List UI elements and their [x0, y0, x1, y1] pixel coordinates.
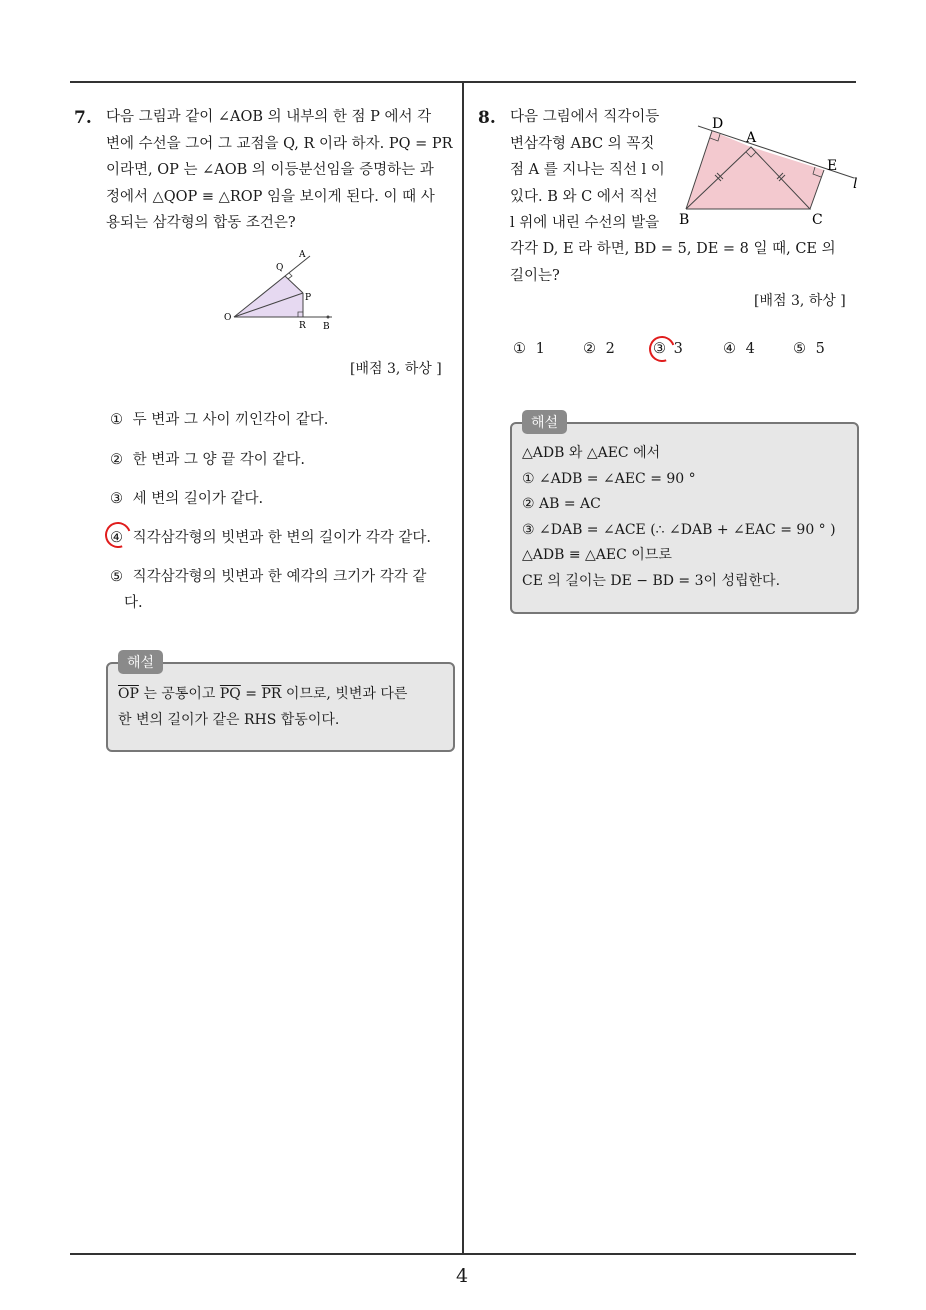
q8-option-1[interactable]: [513, 341, 545, 357]
q7-option-2[interactable]: [110, 448, 305, 469]
question-8-text: [510, 104, 670, 237]
q8-option-4[interactable]: [723, 341, 755, 357]
q8-solution-line-2: ① ∠ADB = ∠AEC = 90 °: [522, 470, 696, 487]
q7-option-2-text: 한 변과 그 양 끝 각이 같다.: [132, 452, 305, 468]
q7-solution-line-2: 한 변의 길이가 같은 RHS 합동이다.: [118, 711, 340, 728]
q7-right-angle-q: [288, 273, 292, 279]
q7-option-1[interactable]: [110, 408, 328, 429]
q8-label-l: l: [853, 176, 858, 192]
q7-solution-tag: 해설: [118, 650, 163, 674]
q7-line-5: 용되는 삼각형의 합동 조건은?: [106, 215, 296, 231]
bottom-rule: [70, 1253, 856, 1255]
q8-line-1: 다음 그림에서 직각이등: [510, 109, 660, 125]
q8-option-2[interactable]: [583, 341, 615, 357]
q7-label-b: B: [323, 322, 330, 332]
q8-label-a: A: [746, 130, 757, 146]
q7-solution-line-1: $\overline{OP}$ 는 공통이고 $\overline{PQ} = \overline{PR}$ 이므로, 빗변과 다른: [118, 686, 408, 702]
q8-score: [배점 3, 하상 ]: [754, 293, 846, 309]
q8-solution-text: [522, 441, 836, 594]
q7-label-a: A: [299, 250, 306, 260]
q8-line-6: 각각 D, E 라 하면, BD = 5, DE = 8 일 때, CE 의: [510, 241, 836, 257]
q7-option-3[interactable]: [110, 487, 263, 508]
q8-line-5: l 위에 내린 수선의 발을: [510, 215, 660, 231]
q8-line-2: 변삼각형 ABC 의 꼭짓: [510, 135, 655, 152]
question-7-text: [106, 104, 456, 237]
q8-line-7: 길이는?: [510, 267, 560, 284]
q7-line-3: 이라면, OP 는 ∠AOB 의 이등분선임을 증명하는 과: [106, 162, 434, 178]
q7-option-4-text: 직각삼각형의 빗변과 한 변의 길이가 각각 같다.: [132, 530, 432, 546]
q8-option-5-text: 5: [815, 341, 825, 357]
q7-option-5-text: 직각삼각형의 빗변과 한 예각의 크기가 각각 같: [132, 569, 427, 585]
q7-label-q: Q: [276, 263, 284, 273]
q8-option-1-text: 1: [535, 341, 545, 357]
q8-option-2-text: 2: [605, 341, 615, 357]
q8-option-5[interactable]: [793, 341, 825, 357]
q7-label-p: P: [305, 293, 312, 303]
q8-option-2-number: ②: [583, 341, 596, 357]
q7-option-2-number: ②: [110, 452, 123, 468]
q7-point-b: [327, 316, 330, 319]
q8-label-e: E: [827, 158, 838, 174]
q7-option-4[interactable]: [110, 526, 431, 547]
q8-option-3-text: 3: [673, 341, 683, 357]
page-number: 4: [456, 1265, 469, 1287]
q7-option-5-number: ⑤: [110, 569, 123, 585]
q7-figure: [220, 242, 345, 334]
q8-solution-line-3: ② AB = AC: [522, 496, 601, 512]
q8-figure: [676, 112, 866, 230]
q8-option-4-text: 4: [745, 341, 755, 357]
q8-option-5-number: ⑤: [793, 341, 806, 357]
q8-solution-line-1: △ADB 와 △AEC 에서: [522, 445, 661, 461]
q7-line-4: 정에서 △QOP ≡ △ROP 임을 보이게 된다. 이 때 사: [106, 188, 435, 205]
q7-solution-text: [118, 682, 407, 733]
q8-option-1-number: ①: [513, 341, 526, 357]
q7-option-1-number: ①: [110, 412, 123, 428]
q7-line-1: 다음 그림과 같이 ∠AOB 의 내부의 한 점 P 에서 각: [106, 109, 432, 125]
q8-solution-line-4: ③ ∠DAB = ∠ACE (∴ ∠DAB + ∠EAC = 90 ° ): [522, 521, 836, 538]
question-8-text-cont: [510, 236, 860, 289]
q7-line-2: 변에 수선을 그어 그 교점을 Q, R 이라 하자. PQ = PR: [106, 135, 453, 152]
q8-option-4-number: ④: [723, 341, 736, 357]
q8-option-3-number: ③: [653, 341, 666, 357]
q8-solution-line-5: △ADB ≡ △AEC 이므로: [522, 547, 672, 563]
question-7-number: 7.: [74, 108, 92, 128]
q8-line-3: 점 A 를 지나는 직선 l 이: [510, 162, 665, 178]
q7-option-4-number: ④: [110, 530, 123, 546]
q8-option-3[interactable]: [653, 341, 683, 357]
q8-label-c: C: [812, 212, 823, 228]
q8-label-d: D: [712, 116, 724, 132]
q7-option-1-text: 두 변과 그 사이 끼인각이 같다.: [132, 412, 329, 428]
q7-option-5-continuation: 다.: [124, 595, 143, 611]
q7-label-o: O: [224, 313, 232, 323]
q7-option-3-number: ③: [110, 491, 123, 507]
question-8-number: 8.: [478, 108, 496, 128]
q7-label-r: R: [299, 321, 306, 331]
q7-option-3-text: 세 변의 길이가 같다.: [132, 491, 264, 507]
q8-solution-line-6: CE 의 길이는 DE − BD = 3이 성립한다.: [522, 572, 781, 589]
q8-label-b: B: [679, 212, 690, 228]
column-divider: [462, 83, 464, 1255]
q7-score: [배점 3, 하상 ]: [350, 361, 442, 377]
q7-option-5[interactable]: [110, 565, 426, 586]
q8-line-4: 있다. B 와 C 에서 직선: [510, 188, 658, 205]
q8-solution-tag: 해설: [522, 410, 567, 434]
